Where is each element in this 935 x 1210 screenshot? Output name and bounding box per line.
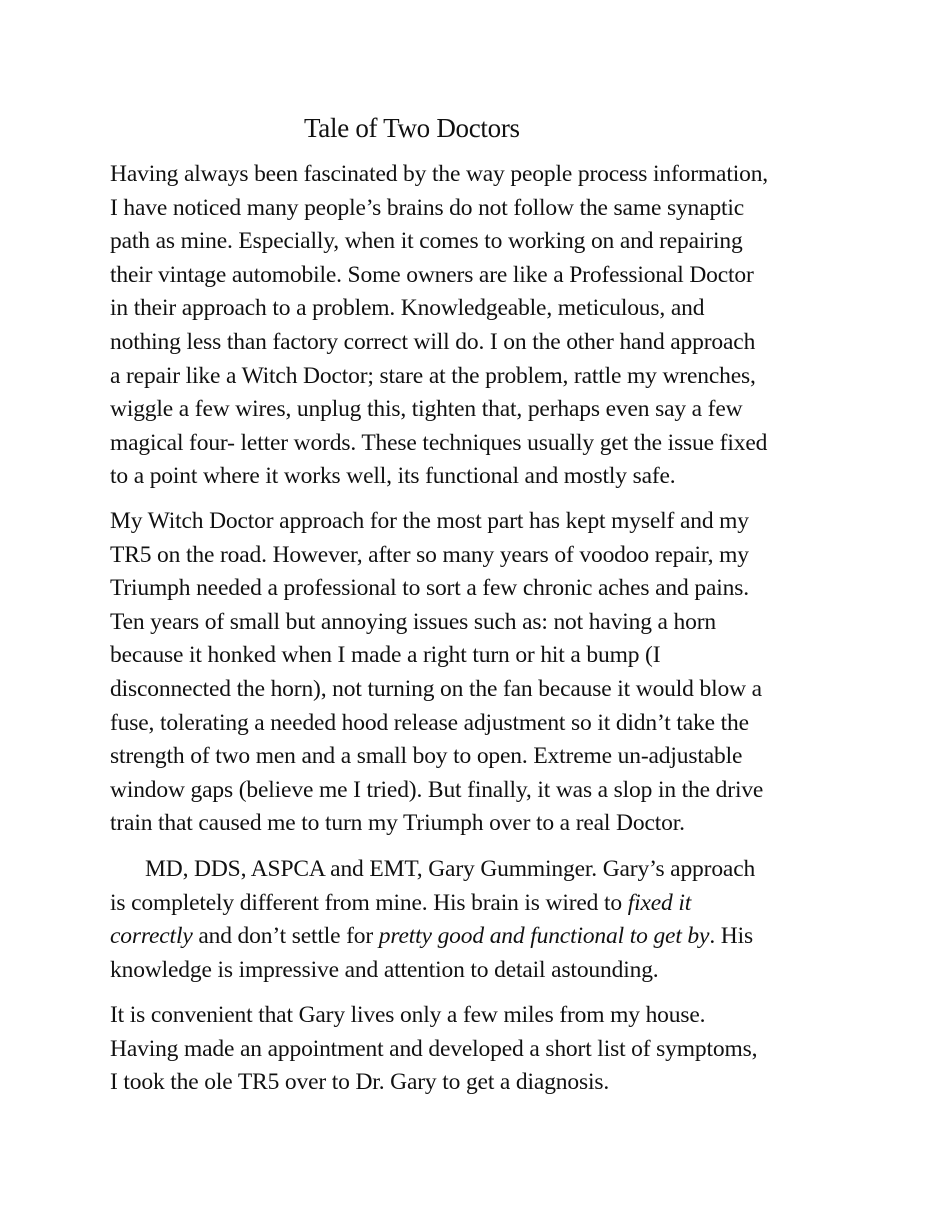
text-line: magical four- letter words. These techniques usually get the issue fixed [110,429,768,456]
document-title: Tale of Two Doctors [304,113,520,143]
text-line: wiggle a few wires, unplug this, tighten that, perhaps even say a few [110,396,743,423]
text-line: because it honked when I made a right turn or hit a bump (I [110,642,661,669]
paragraph-1 [110,158,830,494]
text-line: Having made an appointment and developed a short list of symptoms, [110,1035,758,1062]
text-run: . His [709,923,753,950]
paragraph-2 [110,505,830,841]
text-line: to a point where it works well, its functional and mostly safe. [110,463,676,490]
text-line: a repair like a Witch Doctor; stare at the problem, rattle my wrenches, [110,362,756,389]
text-line: I have noticed many people’s brains do not follow the same synaptic [110,194,745,221]
text-line: path as mine. Especially, when it comes to working on and repairing [110,228,743,255]
text-line [110,887,830,921]
paragraph-4 [110,999,830,1100]
text-run: is completely different from mine. His brain is wired to [110,889,628,916]
text-line [110,920,830,954]
text-line: Having always been fascinated by the way people process information, [110,161,769,187]
text-line: train that caused me to turn my Triumph over to a real Doctor. [110,810,685,837]
text-line: Triumph needed a professional to sort a few chronic aches and pains. [110,575,749,602]
italic-text: correctly [110,923,193,950]
text-line: knowledge is impressive and attention to detail astounding. [110,956,659,983]
text-line: strength of two men and a small boy to open. Extreme un-adjustable [110,743,743,770]
text-line: My Witch Doctor approach for the most part has kept myself and my [110,508,749,534]
text-line: their vintage automobile. Some owners are like a Professional Doctor [110,261,754,288]
text-line: I took the ole TR5 over to Dr. Gary to get a diagnosis. [110,1069,610,1096]
italic-text: fixed it [627,889,692,916]
text-line: disconnected the horn), not turning on the fan because it would blow a [110,675,762,702]
text-line: TR5 on the road. However, after so many years of voodoo repair, my [110,541,749,568]
italic-text: pretty good and functional to get by [378,923,710,950]
text-line: nothing less than factory correct will do. I on the other hand approach [110,328,756,355]
text-line: MD, DDS, ASPCA and EMT, Gary Gumminger. Gary’s approach [145,856,756,882]
text-line: in their approach to a problem. Knowledgeable, meticulous, and [110,295,705,322]
text-line: It is convenient that Gary lives only a few miles from my house. [110,1002,706,1028]
text-line: Ten years of small but annoying issues such as: not having a horn [110,608,717,635]
text-line: window gaps (believe me I tried). But finally, it was a slop in the drive [110,776,764,803]
text-line: fuse, tolerating a needed hood release adjustment so it didn’t take the [110,709,749,736]
paragraph-3 [110,853,830,987]
text-run: and don’t settle for [192,923,379,950]
